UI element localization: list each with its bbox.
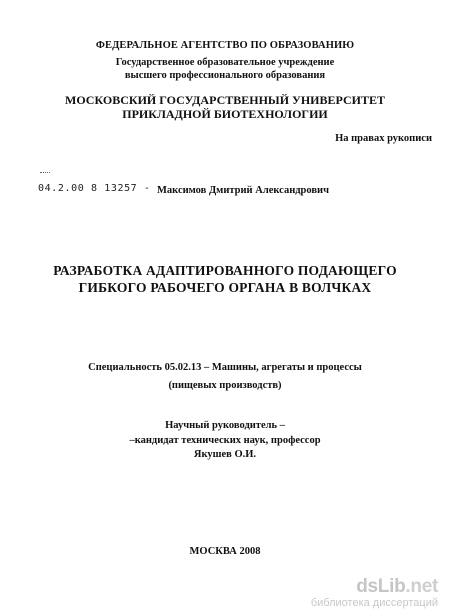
author-name: Максимов Дмитрий Александрович [157,185,330,196]
dslib-logo-main: dsLib [356,576,406,597]
supervisor-name: Якушев О.И. [193,449,257,460]
dslib-logo-domain: .net [405,576,438,597]
dslib-logo [311,577,438,597]
library-stamp-number: 04.2.00 8 13257 - [38,183,151,194]
dslib-tagline: библиотека диссертаций [310,597,438,609]
thesis-title-line-2: ГИБКОГО РАБОЧЕГО ОРГАНА В ВОЛЧКАХ [78,280,372,295]
stamp-mark [40,172,50,179]
university-line-1: МОСКОВСКИЙ ГОСУДАРСТВЕННЫЙ УНИВЕРСИТЕТ [65,93,385,107]
specialty-line-2: (пищевых производств) [168,380,282,391]
supervisor-degree: –кандидат технических наук, профессор [129,435,321,446]
city-year: МОСКВА 2008 [189,546,261,557]
institution-line-1: Государственное образовательное учреждение [115,57,335,68]
dslib-watermark [311,577,438,610]
rights-note: На правах рукописи [335,133,432,144]
thesis-title-line-1: РАЗРАБОТКА АДАПТИРОВАННОГО ПОДАЮЩЕГО [53,263,397,278]
specialty-line-1: Специальность 05.02.13 – Машины, агрегаты и процессы [88,362,362,373]
university-line-2: ПРИКЛАДНОЙ БИОТЕХНОЛОГИИ [122,107,328,121]
institution-line-2: высшего профессионального образования [124,70,326,81]
supervisor-label: Научный руководитель – [165,420,285,431]
agency-name: ФЕДЕРАЛЬНОЕ АГЕНТСТВО ПО ОБРАЗОВАНИЮ [95,40,355,51]
